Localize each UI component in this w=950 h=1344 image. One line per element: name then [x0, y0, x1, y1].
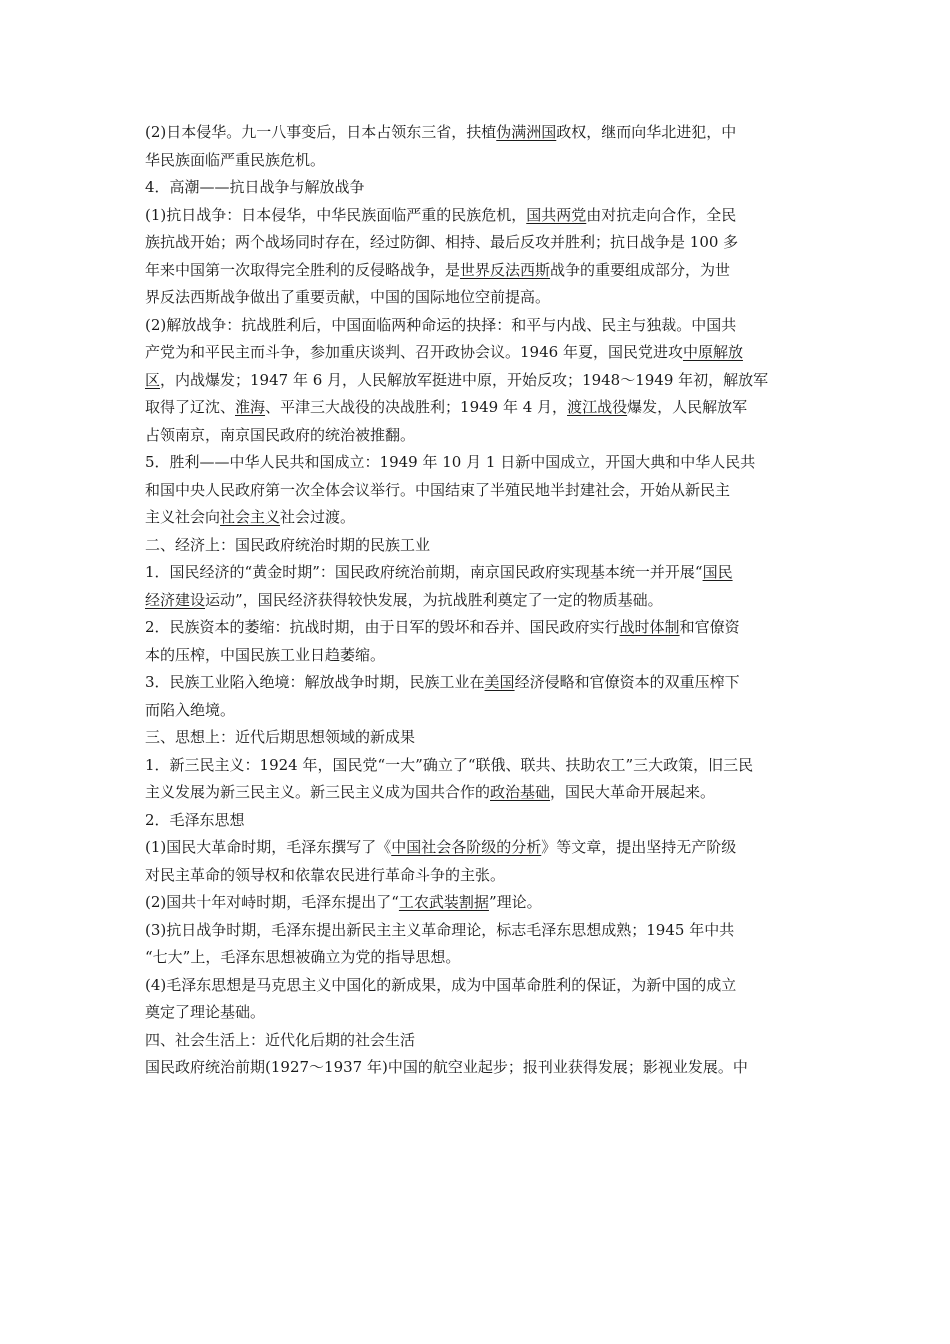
- text-segment: (1)国民大革命时期，毛泽东撰写了《: [145, 838, 392, 856]
- text-line: [145, 779, 807, 807]
- text-segment: 取得了辽沈、: [145, 398, 236, 416]
- text-line: [145, 284, 807, 312]
- underlined-term: 中原解放: [682, 343, 743, 361]
- text-segment: 占领南京，南京国民政府的统治被推翻。: [145, 425, 416, 444]
- text-segment: 1．新三民主义：1924 年，国民党“一大”确立了“联俄、联共、扶助农工”三大政策，旧三民: [145, 755, 754, 774]
- underlined-term: 政治基础: [490, 783, 551, 801]
- text-line: [145, 834, 807, 862]
- text-segment: 奠定了理论基础。: [145, 1003, 266, 1021]
- text-segment: 由对抗走向合作，全民: [586, 205, 737, 224]
- text-line: [145, 889, 807, 917]
- text-segment: 、平津三大战役的决战胜利；1949 年 4 月，: [265, 398, 568, 416]
- text-line: [145, 697, 807, 725]
- text-line: [145, 504, 807, 532]
- text-segment: 经济侵略和官僚资本的双重压榨下: [514, 673, 740, 691]
- text-line: [145, 1027, 807, 1055]
- text-line: [145, 752, 807, 780]
- text-segment: ，内战爆发；1947 年 6 月，人民解放军挺进中原，开始反攻；1948～1949 年初，解放军: [160, 370, 769, 389]
- text-segment: 本的压榨，中国民族工业日趋萎缩。: [145, 645, 386, 664]
- text-segment: ”理论。: [488, 893, 542, 911]
- text-line: [145, 1054, 807, 1082]
- text-line: [145, 532, 807, 560]
- text-segment: 三、思想上：近代后期思想领域的新成果: [145, 728, 416, 746]
- text-line: [145, 119, 807, 147]
- text-line: [145, 257, 807, 285]
- text-line: [145, 367, 807, 395]
- text-line: [145, 422, 807, 450]
- text-segment: 而陷入绝境。: [145, 700, 236, 719]
- text-line: [145, 394, 807, 422]
- text-segment: 主义发展为新三民主义。新三民主义成为国共合作的: [145, 783, 491, 801]
- text-line: [145, 174, 807, 202]
- text-line: [145, 229, 807, 257]
- text-line: [145, 917, 807, 945]
- text-segment: 二、经济上：国民政府统治时期的民族工业: [145, 535, 431, 554]
- text-segment: 爆发，人民解放军: [627, 398, 748, 416]
- text-segment: (2)日本侵华。九一八事变后，日本占领东三省，扶植: [145, 123, 497, 141]
- text-segment: 战争的重要组成部分，为世: [550, 260, 731, 279]
- text-line: [145, 944, 807, 972]
- text-segment: 国民政府统治前期(1927～1937 年)中国的航空业起步；报刊业获得发展；影视业发展。中: [145, 1058, 748, 1076]
- text-segment: 和官僚资: [679, 618, 740, 636]
- underlined-term: 渡江战役: [567, 398, 628, 416]
- underlined-term: 工农武装割据: [398, 893, 489, 911]
- text-line: [145, 339, 807, 367]
- text-line: [145, 669, 807, 697]
- text-segment: 主义社会向: [145, 508, 221, 526]
- text-line: [145, 477, 807, 505]
- text-segment: 产党为和平民主而斗争，参加重庆谈判、召开政协会议。1946 年夏，国民党进攻: [145, 343, 683, 361]
- text-segment: 3．民族工业陷入绝境：解放战争时期，民族工业在: [145, 673, 485, 691]
- underlined-term: 淮海: [235, 398, 266, 416]
- text-line: [145, 587, 807, 615]
- text-line: [145, 147, 807, 175]
- text-segment: 政权，继而向华北进犯，中: [556, 123, 737, 141]
- text-line: [145, 862, 807, 890]
- text-segment: 华民族面临严重民族危机。: [145, 150, 326, 169]
- underlined-term: 中国社会各阶级的分析: [391, 838, 542, 856]
- text-segment: (2)国共十年对峙时期，毛泽东提出了“: [145, 893, 399, 911]
- text-segment: (2)解放战争：抗战胜利后，中国面临两种命运的抉择：和平与内战、民主与独裁。中国共: [145, 315, 737, 334]
- text-line: [145, 724, 807, 752]
- text-line: [145, 972, 807, 1000]
- document-body: [145, 119, 807, 1082]
- underlined-term: 伪满洲国: [496, 123, 557, 141]
- text-line: [145, 202, 807, 230]
- text-line: [145, 999, 807, 1027]
- text-segment: 》等文章，提出坚持无产阶级: [541, 838, 737, 856]
- text-segment: (3)抗日战争时期，毛泽东提出新民主主义革命理论，标志毛泽东思想成熟；1945 年中共: [145, 920, 735, 939]
- text-segment: 4．高潮——抗日战争与解放战争: [145, 178, 365, 196]
- underlined-term: 国民: [702, 563, 733, 581]
- underlined-term: 区: [145, 370, 161, 389]
- underlined-term: 美国: [484, 673, 515, 691]
- underlined-term: 国共两党: [526, 205, 587, 224]
- underlined-term: 世界反法西斯: [460, 260, 551, 279]
- text-segment: 对民主革命的领导权和依靠农民进行革命斗争的主张。: [145, 865, 506, 884]
- text-segment: 5．胜利——中华人民共和国成立：1949 年 10 月 1 日新中国成立，开国大典和中华人民共: [145, 453, 756, 471]
- underlined-term: 战时体制: [619, 618, 680, 636]
- text-segment: 族抗战开始；两个战场同时存在，经过防御、相持、最后反攻并胜利；抗日战争是 100 多: [145, 233, 739, 251]
- underlined-term: 经济建设: [145, 590, 206, 609]
- underlined-term: 社会主义: [220, 508, 281, 526]
- text-segment: 年来中国第一次取得完全胜利的反侵略战争，是: [145, 260, 461, 279]
- text-segment: (1)抗日战争：日本侵华，中华民族面临严重的民族危机，: [145, 205, 527, 224]
- text-line: [145, 449, 807, 477]
- text-segment: 和国中央人民政府第一次全体会议举行。中国结束了半殖民地半封建社会，开始从新民主: [145, 480, 731, 499]
- text-segment: 2．毛泽东思想: [145, 810, 245, 829]
- text-line: [145, 642, 807, 670]
- text-segment: (4)毛泽东思想是马克思主义中国化的新成果，成为中国革命胜利的保证，为新中国的成立: [145, 975, 737, 994]
- text-line: [145, 312, 807, 340]
- text-segment: ，国民大革命开展起来。: [550, 783, 716, 801]
- text-segment: 2．民族资本的萎缩：抗战时期，由于日军的毁坏和吞并、国民政府实行: [145, 618, 620, 636]
- text-line: [145, 559, 807, 587]
- text-segment: 四、社会生活上：近代化后期的社会生活: [145, 1030, 416, 1049]
- text-segment: “七大”上，毛泽东思想被确立为党的指导思想。: [145, 948, 461, 966]
- text-segment: 运动”，国民经济获得较快发展，为抗战胜利奠定了一定的物质基础。: [205, 590, 663, 609]
- text-line: [145, 614, 807, 642]
- text-segment: 社会过渡。: [280, 508, 356, 526]
- text-segment: 1．国民经济的“黄金时期”：国民政府统治前期，南京国民政府实现基本统一并开展“: [145, 563, 703, 581]
- text-segment: 界反法西斯战争做出了重要贡献，中国的国际地位空前提高。: [145, 288, 551, 306]
- text-line: [145, 807, 807, 835]
